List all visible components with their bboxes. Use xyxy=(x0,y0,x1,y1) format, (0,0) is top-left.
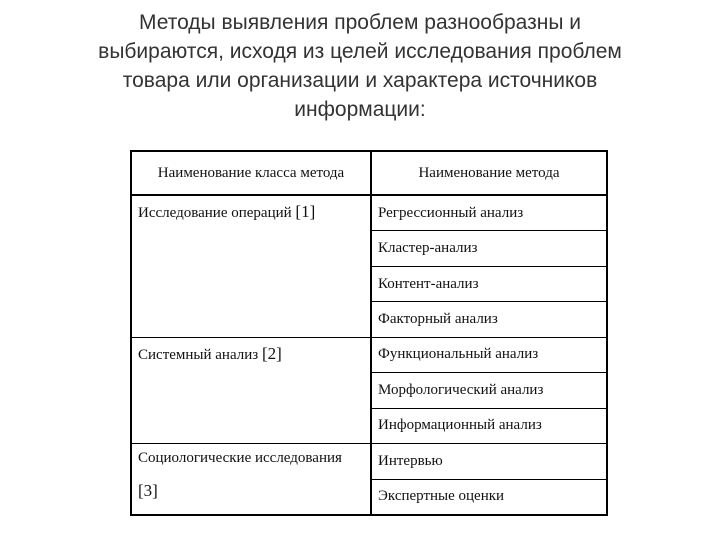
method-cell: Кластер-анализ xyxy=(371,231,607,266)
class-cell-operations-research xyxy=(131,195,371,337)
class-cell-sociological-research xyxy=(131,444,371,515)
slide-title xyxy=(40,8,680,124)
method-cell: Интервью xyxy=(371,444,607,479)
class-ref: [3] xyxy=(138,481,158,501)
title-line: выбираются, исходя из целей исследования проблем xyxy=(98,40,622,63)
class-ref: [1] xyxy=(295,202,316,221)
table-row xyxy=(131,195,607,231)
title-line: товара или организации и характера источников xyxy=(122,69,598,92)
table-row xyxy=(131,444,607,479)
method-cell: Регрессионный анализ xyxy=(371,195,607,231)
header-method-name: Наименование метода xyxy=(371,151,607,195)
methods-table xyxy=(130,150,608,516)
class-name: Исследование операций xyxy=(138,205,292,221)
class-cell-systems-analysis xyxy=(131,337,371,443)
header-class-name: Наименование класса метода xyxy=(131,151,371,195)
title-line: Методы выявления проблем разнообразны и xyxy=(138,11,581,34)
method-cell: Функциональный анализ xyxy=(371,337,607,372)
method-cell: Морфологический анализ xyxy=(371,373,607,408)
title-line: информации: xyxy=(294,98,426,121)
table-header-row xyxy=(131,151,607,195)
class-name: Системный анализ xyxy=(138,346,259,363)
method-cell: Факторный анализ xyxy=(371,302,607,337)
table-row xyxy=(131,337,607,372)
class-ref: [2] xyxy=(261,343,282,363)
method-cell: Информационный анализ xyxy=(371,408,607,443)
method-cell: Экспертные оценки xyxy=(371,479,607,515)
class-name: Социологические исследования xyxy=(138,450,342,467)
method-cell: Контент-анализ xyxy=(371,266,607,301)
